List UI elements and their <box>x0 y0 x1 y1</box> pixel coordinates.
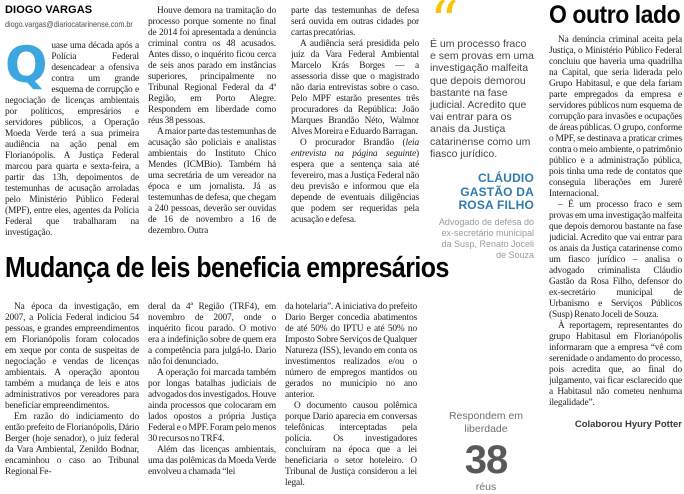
byline-email: diogo.vargas@diariocatarinense.com.br <box>5 19 133 29</box>
other-side-section <box>549 2 682 494</box>
byline <box>5 4 139 29</box>
paragraph: Na denúncia criminal aceita pela Justiça, o Ministério Público Federal concluiu que haveria uma quadrilha na Capital, que seria liderada pelo Grupo Habitasul, e que dela fariam parte empregados da empresa e servidores públicos num esquema de corrupção para invasões e ocupações de áreas públicas. O grupo, conforme o MPF, se destinava a praticar crimes contra o meio ambiente, o patrimônio público e a administração pública, pois tinha uma rede de contatos que conseguia liberações em Jurerê Internacional. <box>549 35 682 199</box>
other-side-heading: O outro lado <box>549 2 681 29</box>
stat-block <box>430 410 542 493</box>
paragraph: Na época da investigação, em 2007, a Polícia Federal indiciou 54 pessoas, e grandes empreendimentos em Florianópolis foram colocados em xeque por conta de suspeitas de negociação e vendas de licenças ambientais. A operação apontou também a mudança de leis e atos administrativos por vereadores para beneficiar empreendimentos. <box>5 302 139 411</box>
pull-quote-text: É um processo fraco e sem provas em uma investigação malfeita que depois demorou bastante na fase judicial. Acredito que vai entrar para os anais da Justiça catarinense como um fiasco jurídico. <box>430 38 534 160</box>
bottom-column-2 <box>148 302 276 494</box>
pull-quote-role: Advogado de defesa do ex-secretário municipal da Susp, Renato Joceli de Souza <box>438 216 534 260</box>
paragraph: À reportagem, representantes do grupo Habitasul em Florianópolis informaram que a empresa “vê com serenidade o andamento do processo, pois acredita que, ao final do julgamento, vai ficar esclarecido que a Habitasul não cometeu nenhuma ilegalidade”. <box>549 321 682 408</box>
paragraph: Houve demora na tramitação do processo porque somente no final de 2014 foi apresentada a denúncia criminal contra os 48 acusados. Antes disso, o inquérito ficou cerca de seis anos parado em instâncias superiores, principalmente no Tribunal Regional Federal da 4ª Região, em Porto Alegre. Respondem em liberdade como réus 38 pessoas. <box>148 6 276 126</box>
paragraph <box>291 138 419 226</box>
stat-value: 38 <box>464 438 508 482</box>
pull-quote-attribution: CLÁUDIO GASTÃO DA ROSA FILHO <box>458 171 534 213</box>
lead-paragraph <box>5 36 139 239</box>
column-1 <box>5 4 139 254</box>
contributor-credit: Colaborou Hyury Potter <box>574 419 682 430</box>
paragraph: A operação foi marcada também por longas batalhas judiciais de advogados dos investigados. Houve ainda processos que colocaram em lados opostos a própria Justiça Federal e o MPF. Foram pelo menos 30 recursos no TRF4. <box>148 368 276 444</box>
byline-author: DIOGO VARGAS <box>5 4 93 16</box>
lead-paragraph-text: uase uma década após a Polícia Federal desencadear a ofensiva contra um grande esquema de corrupção e negociação de licenças ambientais por políticos, empresários e servidores públicos, a Operação Moeda Verde terá a sua primeira audiência na ação penal em Florianópolis. A Justiça Federal marcou para quarta e sexta-feira, a partir das 13h, depoimentos de testemunhas de acusação arroladas pelo Ministério Público Federal (MPF), entre eles, agentes da Polícia Federal que trabalharam na investigação. <box>5 41 139 238</box>
paragraph: Em razão do indiciamento do então prefeito de Florianópolis, Dário Berger (hoje senador), o juiz federal da Vara Ambiental, Zenildo Bodnar, encaminhou o caso ao Tribunal Regional Fe- <box>5 412 139 477</box>
quotation-marks-icon: “ <box>430 0 459 55</box>
pull-quote <box>430 0 534 261</box>
paragraph: Além das licenças ambientais, uma das polêmicas da Moeda Verde envolveu a chamada “lei <box>148 445 276 477</box>
stat-label: Respondem em liberdade <box>448 410 524 435</box>
paragraph-text: ) espera que a sentença saia até fevereiro, mas a Justiça Federal não deu previsão e informou que ela depende de eventuais diligências que podem ser requeridas pela acusação e defesa. <box>291 149 419 225</box>
article-column-1-text <box>5 36 139 239</box>
bottom-column-1 <box>5 302 139 494</box>
paragraph: deral da 4ª Região (TRF4), em novembro de 2007, onde o inquérito ficou parado. O motivo era a indefinição sobre de quem era a competência para julgá-lo. Dario não foi denunciado. <box>148 302 276 367</box>
other-side-text <box>549 35 682 409</box>
secondary-headline: Mudança de leis beneficia empresários <box>5 252 449 284</box>
italic-note: leia entrevista na página seguinte <box>291 138 419 159</box>
paragraph-text: O procurador Brandão ( <box>300 138 406 148</box>
bottom-column-3 <box>285 302 417 494</box>
paragraph: parte das testemunhas de defesa será ouvida em outras cidades por cartas precatórias. <box>291 6 419 38</box>
paragraph: – É um processo fraco e sem provas em uma investigação malfeita que depois demorou bastante na fase judicial. Acredito que vai entrar para os anais da Justiça catarinense como um fiasco jurídico – analisa o advogado criminalista Cláudio Gastão da Rosa Filho, defensor do ex-secretário municipal de Urbanismo e Serviços Públicos (Susp) Renato Joceli de Souza. <box>549 200 682 320</box>
column-3 <box>291 6 419 254</box>
column-2 <box>148 6 276 254</box>
paragraph: A maior parte das testemunhas de acusação são policiais e analistas ambientais do Instituto Chico Mendes (ICMBio). Também há uma secretária de um vereador na época e um jornalista. Já as testemunhas de defesa, que chegam a 240 pessoas, deverão ser ouvidas de 16 de novembro a 16 de dezembro. Outra <box>148 127 276 236</box>
paragraph: O documento causou polêmica porque Dario aparecia em conversas telefônicas interceptadas pela polícia. Os investigadores concluíram na época que a lei beneficiaria o setor hoteleiro. O Tribunal de Justiça considerou a lei legal. <box>285 401 417 488</box>
drop-cap: Q <box>5 36 48 94</box>
paragraph: A audiência será presidida pelo juiz da Vara Federal Ambiental Marcelo Krás Borges — a assessoria disse que o magistrado não daria entrevistas sobre o caso. Pelo MPF estarão presentes três procuradores da República: João Marques Brandão Néto, Walmor Alves Moreira e Eduardo Barragan. <box>291 39 419 137</box>
paragraph: da hotelaria”. A iniciativa do prefeito Dario Berger concedia abatimentos de até 50% do IPTU e até 50% no Imposto Sobre Serviços de Qualquer Natureza (ISS), levando em conta os investimentos realizados e/ou o número de empregos mantidos ou gerados no município no ano anterior. <box>285 302 417 400</box>
stat-unit: réus <box>475 481 497 493</box>
